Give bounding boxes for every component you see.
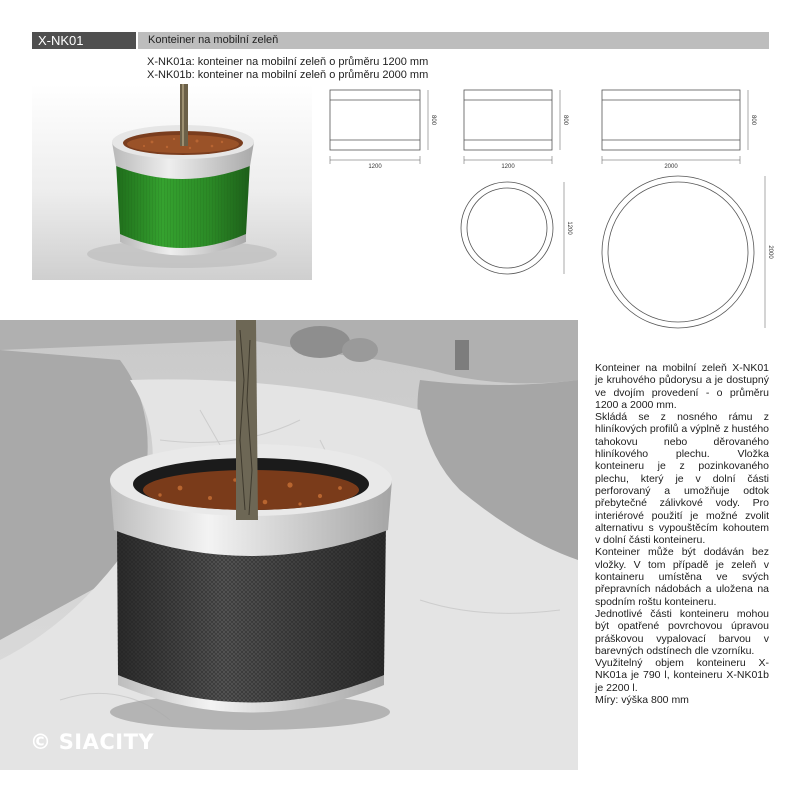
height-label-3: 800 bbox=[750, 114, 756, 126]
width-label-2: 1200 bbox=[501, 164, 515, 170]
description-paragraph: Jednotlivé části konteineru mohou být opatřené povrchovou úpravou práškovou vypalovací barvou v barevných odstínech dle vzorníku. bbox=[595, 607, 769, 657]
product-title: Konteiner na mobilní zeleň bbox=[138, 32, 769, 49]
planter-photo bbox=[0, 320, 578, 770]
logo-name: SIACITY bbox=[58, 730, 155, 754]
height-label-1: 800 bbox=[430, 114, 436, 126]
description-paragraph: Využitelný objem konteineru X-NK01a je 790 l, konteineru X-NK01b je 2200 l. bbox=[595, 657, 769, 694]
copyright-symbol: © bbox=[30, 730, 52, 754]
technical-drawings bbox=[320, 76, 780, 336]
height-label-2: 800 bbox=[562, 114, 568, 126]
width-label-3: 2000 bbox=[664, 164, 678, 170]
description-paragraph: Skládá se z nosného rámu z hliníkových profilů a výplně z hustého tahokovu nebo děrovaného hliníkového plechu. Vložka konteineru je z pozinkovaného plechu, který je v dolní části perforovaný a umožňuje odtok přebytečné zálivkové vody. Pro interiérové použití je možné zvolit alternativu s vypouštěcím kohoutem v dolní části konteineru. bbox=[595, 411, 769, 547]
variant-a: X-NK01a: konteiner na mobilní zeleň o průměru 1200 mm bbox=[147, 56, 429, 68]
description-paragraph: Konteiner na mobilní zeleň X-NK01 je kruhového půdorysu a je dostupný ve dvojím provedení - o průměru 1200 a 2000 mm. bbox=[595, 362, 769, 411]
siacity-logo bbox=[30, 730, 154, 754]
diameter-label-2000: 2000 bbox=[767, 245, 773, 259]
width-label-1: 1200 bbox=[368, 164, 382, 170]
description-paragraph: Konteiner může být dodáván bez vložky. V tom případě je zeleň v kontaineru umístěna ve svých přepravních nádobách a uložena na spodním roštu konteineru. bbox=[595, 546, 769, 608]
product-description bbox=[595, 362, 769, 706]
planter-render-green bbox=[32, 84, 312, 280]
variant-b: X-NK01b: konteiner na mobilní zeleň o průměru 2000 mm bbox=[147, 69, 429, 81]
description-paragraph: Míry: výška 800 mm bbox=[595, 694, 689, 707]
product-code: X-NK01 bbox=[32, 32, 136, 49]
diameter-label-1200: 1200 bbox=[566, 221, 572, 235]
